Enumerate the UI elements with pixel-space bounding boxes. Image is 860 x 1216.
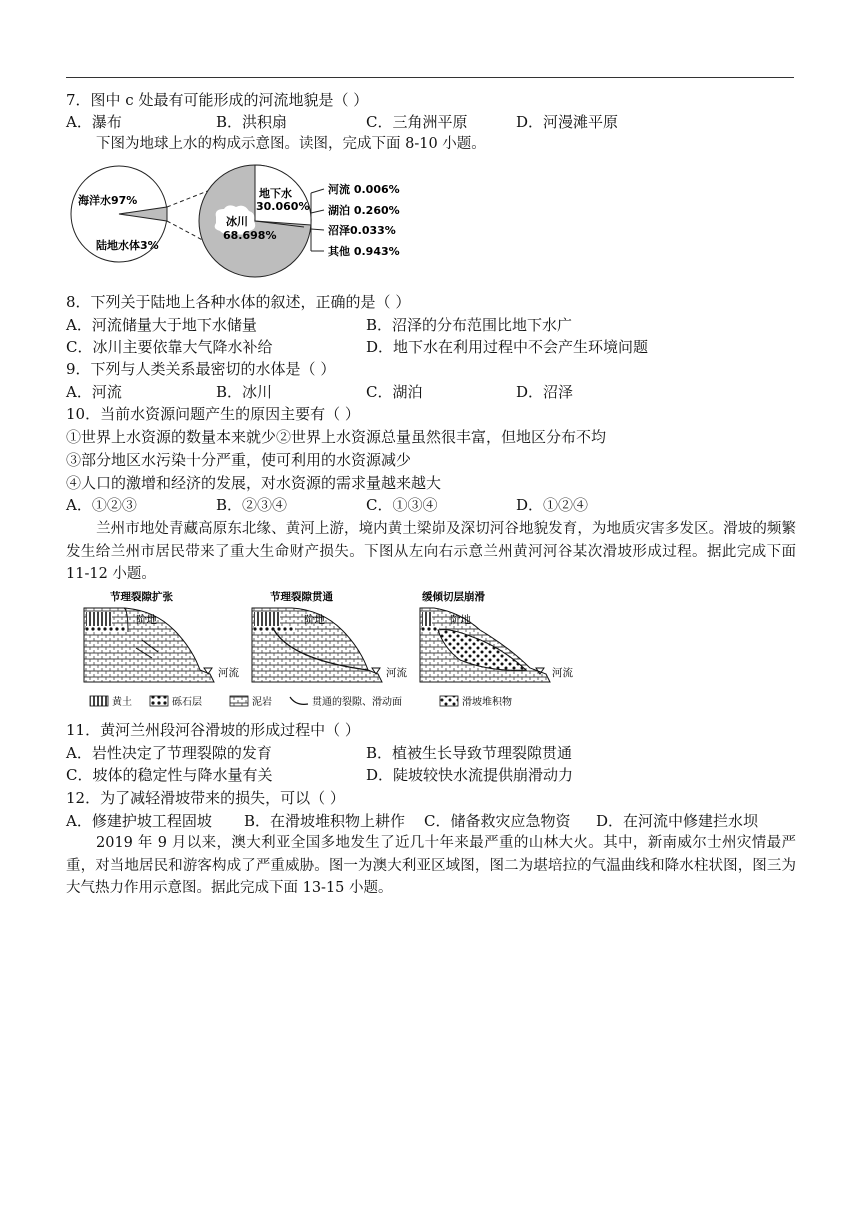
q12-option-d: D．在河流中修建拦水坝 xyxy=(596,812,759,830)
lake-item: 湖泊 0.260% xyxy=(328,204,400,217)
legend-gravel: 砾石层 xyxy=(172,697,202,708)
panel-2-terrace: 阶地 xyxy=(304,614,325,626)
top-rule xyxy=(66,77,794,78)
legend-fracture-swatch xyxy=(290,697,308,704)
q9-option-a: A．河流 xyxy=(66,383,122,401)
question-9-stem: 9．下列与人类关系最密切的水体是（ ） xyxy=(66,360,336,378)
question-7-stem: 7．图中 c 处最有可能形成的河流地貌是（ ） xyxy=(66,91,369,109)
legend-mudstone: 泥岩 xyxy=(252,697,272,708)
groundwater-label: 地下水 xyxy=(259,187,292,200)
q10-option-d: D．①②④ xyxy=(516,496,589,514)
marsh-item: 沼泽0.033% xyxy=(328,224,396,237)
q9-option-d: D．沼泽 xyxy=(516,383,574,401)
legend-gravel-swatch xyxy=(150,696,168,706)
q7-option-a: A．瀑布 xyxy=(66,113,122,131)
river-item: 河流 0.006% xyxy=(328,183,400,196)
question-10-stem: 10．当前水资源问题产生的原因主要有（ ） xyxy=(66,405,360,423)
q11-option-c: C．坡体的稳定性与降水量有关 xyxy=(66,766,273,784)
q12-option-b: B．在滑坡堆积物上耕作 xyxy=(244,812,406,830)
q11-option-b: B．植被生长导致节理裂隙贯通 xyxy=(366,744,573,762)
legend-debris-swatch xyxy=(440,696,458,706)
q12-option-c: C．储备救灾应急物资 xyxy=(424,812,571,830)
panel-2-river: 河流 xyxy=(386,667,407,679)
question-8-stem: 8．下列关于陆地上各种水体的叙述，正确的是（ ） xyxy=(66,293,411,311)
ocean-label: 海洋水97% xyxy=(78,194,138,207)
q7-option-d: D．河漫滩平原 xyxy=(516,113,619,131)
q12-option-a: A．修建护坡工程固坡 xyxy=(66,812,212,830)
passage-13-15: 2019 年 9 月以来，澳大利亚全国多地发生了近几十年来最严重的山林大火。其中，新南威尔士州灾情最严重，对当地居民和游客构成了严重威胁。图一为澳大利亚区域图，图二为堪培拉的气温曲线和降水柱状图，图三为大气热力作用示意图。据此完成下面 13-15 小题。 xyxy=(66,835,796,896)
legend-debris: 滑坡堆积物 xyxy=(462,697,512,708)
q11-option-d: D．陡坡较快水流提供崩滑动力 xyxy=(366,766,574,784)
landslide-process-figure xyxy=(84,590,573,716)
q10-item-1: ①世界上水资源的数量本来就少②世界上水资源总量虽然很丰富，但地区分布不均 xyxy=(66,428,607,446)
q9-option-b: B．冰川 xyxy=(216,383,273,401)
question-11-stem: 11．黄河兰州段河谷滑坡的形成过程中（ ） xyxy=(66,721,360,739)
other-item: 其他 0.943% xyxy=(328,245,400,258)
intro-8-10: 下图为地球上水的构成示意图。读图，完成下面 8-10 小题。 xyxy=(96,136,486,152)
q8-option-a: A．河流储量大于地下水储量 xyxy=(66,316,257,334)
panel-1 xyxy=(84,590,239,682)
land-label: 陆地水体3% xyxy=(96,239,159,252)
glacier-label: 冰川 xyxy=(226,215,248,228)
panel-1-title: 节理裂隙扩张 xyxy=(110,591,173,603)
legend-loess: 黄土 xyxy=(112,697,132,708)
q10-item-2: ③部分地区水污染十分严重，使可利用的水资源减少 xyxy=(66,451,412,469)
q7-option-b: B．洪积扇 xyxy=(216,113,288,131)
legend-loess-swatch xyxy=(90,696,108,706)
q10-option-b: B．②③④ xyxy=(216,496,288,514)
panel-3 xyxy=(420,590,573,682)
legend-mudstone-swatch xyxy=(230,696,248,706)
q10-option-a: A．①②③ xyxy=(66,496,137,514)
panel-1-river: 河流 xyxy=(218,667,239,679)
q8-option-c: C．冰川主要依靠大气降水补给 xyxy=(66,338,273,356)
water-composition-figure xyxy=(66,163,416,275)
legend-fracture: 贯通的裂隙、滑动面 xyxy=(312,697,402,708)
panel-3-river: 河流 xyxy=(552,667,573,679)
panel-2 xyxy=(252,590,407,682)
q8-option-d: D．地下水在利用过程中不会产生环境问题 xyxy=(366,338,649,356)
q7-option-c: C．三角洲平原 xyxy=(366,113,468,131)
panel-2-title: 节理裂隙贯通 xyxy=(270,591,333,603)
panel-3-title: 缓倾切层崩滑 xyxy=(422,591,485,603)
glacier-pct: 68.698% xyxy=(223,229,277,242)
q10-item-3: ④人口的激增和经济的发展，对水资源的需求量越来越大 xyxy=(66,474,442,492)
panel-3-terrace: 阶地 xyxy=(450,614,471,626)
q9-option-c: C．湖泊 xyxy=(366,383,423,401)
question-12-stem: 12．为了减轻滑坡带来的损失，可以（ ） xyxy=(66,789,345,807)
passage-11-12: 兰州市地处青藏高原东北缘、黄河上游，境内黄土梁峁及深切河谷地貌发育，为地质灾害多发区。滑坡的频繁发生给兰州市居民带来了重大生命财产损失。下图从左向右示意兰州黄河河谷某次滑坡形成过程。据此完成下面 11-12 小题。 xyxy=(66,521,796,582)
q8-option-b: B．沼泽的分布范围比地下水广 xyxy=(366,316,573,334)
q10-option-c: C．①③④ xyxy=(366,496,438,514)
groundwater-pct: 30.060% xyxy=(256,200,310,213)
legend xyxy=(90,695,512,708)
panel-1-terrace: 阶地 xyxy=(136,614,157,626)
q11-option-a: A．岩性决定了节理裂隙的发育 xyxy=(66,744,272,762)
